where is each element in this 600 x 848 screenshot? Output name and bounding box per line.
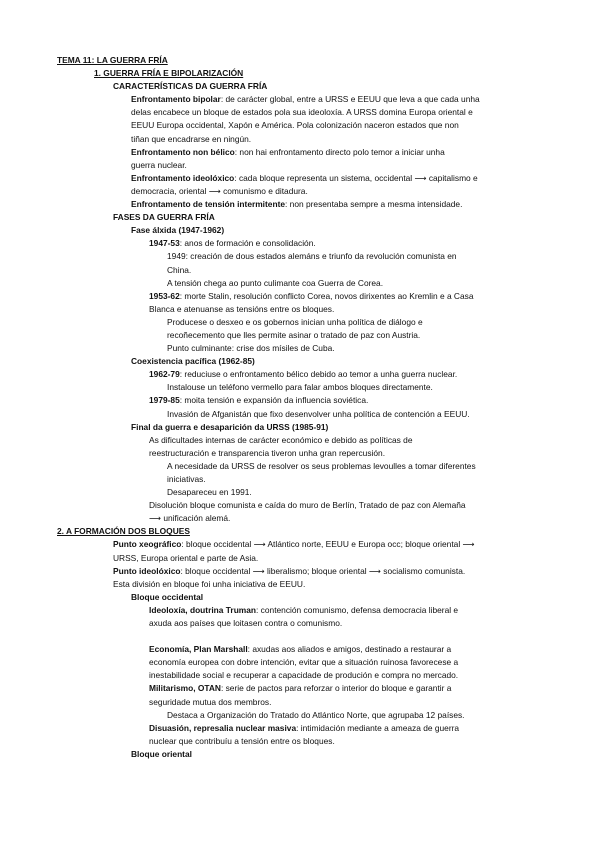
nonbelico-line: guerra nuclear. — [131, 159, 187, 170]
bipolar-line: EEUU Europa occidental, Xapón e América. Pola colonización naceron estados que non — [131, 120, 459, 131]
note-1949: 1949: creación de dous estados alemáns e triunfo da revolución comunista en — [167, 251, 457, 262]
truman-line: axuda aos países que loitasen contra o comunismo. — [149, 618, 343, 629]
bipolar-line: tiñan que encadrarse en ningún. — [131, 133, 252, 144]
nonbelico-paragraph: Enfrontamento non bélico: non hai enfrontamento directo polo temor a iniciar unha — [131, 146, 445, 157]
note-necesidade-cont: iniciativas. — [167, 474, 206, 484]
ideoloxico2-line: Esta división en bloque foi unha iniciativa de EEUU. — [113, 578, 306, 589]
disolucion-line: Disolución bloque comunista e caída do muro de Berlín, Tratado de paz con Alemaña — [149, 500, 466, 511]
period-1947-53: 1947-53: anos de formación e consolidación. — [149, 238, 316, 249]
ideoloxico-term: Enfrontamento ideolóxico — [131, 172, 235, 183]
ideoloxico2-paragraph: Punto ideolóxico: bloque occidental ⟶ liberalismo; bloque oriental ⟶ socialismo comunista. — [113, 565, 466, 576]
period-1979-85: 1979-85: moita tensión e expansión da influencia soviética. — [149, 395, 369, 406]
note-cuba: Punto culminante: crise dos mísiles de Cuba. — [167, 343, 335, 354]
xeografico-line: URSS, Europa oriental e parte de Asia. — [113, 552, 259, 563]
note-1949-cont: China. — [167, 264, 192, 275]
phases-heading: FASES DA GUERRA FRÍA — [113, 212, 215, 223]
note-desxeo-cont: recoñecemento que lles permite asinar o tratado de paz con Austria. — [167, 329, 421, 340]
ideoloxico-line: democracia, oriental ⟶ comunismo e ditadura. — [131, 185, 308, 196]
western-bloc-heading: Bloque occidental — [131, 591, 204, 602]
tension-paragraph: Enfrontamento de tensión intermitente: non presentaba sempre a mesma intensidade. — [131, 199, 463, 210]
note-desapareceu: Desapareceu en 1991. — [167, 487, 252, 498]
phase-3-heading: Final da guerra e desaparición da URSS (1985-91) — [131, 421, 329, 432]
truman-paragraph: Ideoloxía, doutrina Truman: contención comunismo, defensa democracia liberal e — [149, 604, 459, 615]
disolucion-line: ⟶ unificación alemá. — [149, 513, 231, 524]
final-line: As dificultades internas de carácter económico e debido as políticas de — [149, 434, 413, 445]
note-tension-peak: A tensión chega ao punto culimante coa Guerra de Corea. — [167, 277, 384, 288]
section-2-heading: 2. A FORMACIÓN DOS BLOQUES — [57, 526, 190, 537]
ideoloxico-paragraph: Enfrontamento ideolóxico: cada bloque representa un sistema, occidental ⟶ capitalismo e — [131, 172, 478, 183]
otan-paragraph: Militarismo, OTAN: serie de pactos para reforzar o interior do bloque e garantir a — [149, 683, 452, 694]
nonbelico-term: Enfrontamento non bélico — [131, 146, 235, 157]
marshall-line: economía europea con dobre intención, evitar que a situación ruinosa favorecese a — [149, 657, 459, 668]
tension-term: Enfrontamento de tensión intermitente — [131, 199, 286, 210]
xeografico-paragraph: Punto xeográfico: bloque occidental ⟶ Atlántico norte, EEUU e Europa occ; bloque oriental ⟶ — [113, 539, 475, 550]
note-afganistan: Invasión de Afganistán que fixo desenvolver unha política de contención a EEUU. — [167, 408, 470, 419]
bipolar-paragraph: Enfrontamento bipolar: de carácter global, entre a URSS e EEUU que leva a que cada unha — [131, 94, 480, 105]
note-otan: Destaca a Organización do Tratado do Atlántico Norte, que agrupaba 12 países. — [167, 709, 465, 720]
period-1953-62: 1953-62: morte Stalin, resolución conflicto Corea, novos dirixentes ao Kremlin e a Casa — [149, 290, 474, 301]
final-line: reestructuración e transparencia tiveron unha gran repercusión. — [149, 447, 386, 458]
period-1962-79: 1962-79: reduciuse o enfrontamento bélico debido ao temor a unha guerra nuclear. — [149, 369, 458, 380]
characteristics-heading: CARACTERÍSTICAS DA GUERRA FRÍA — [113, 81, 268, 92]
disuasion-paragraph: Disuasión, represalia nuclear masiva: intimidación mediante a ameaza de guerra — [149, 722, 460, 733]
section-1-heading: 1. GUERRA FRÍA E BIPOLARIZACIÓN — [94, 68, 244, 79]
bipolar-line: delas encabece un bloque de estados pola sua ideoloxía. A URSS domina Europa oriental e — [131, 107, 473, 118]
document-title: TEMA 11: LA GUERRA FRÍA — [57, 55, 168, 65]
marshall-paragraph: Economía, Plan Marshall: axudas aos aliados e amigos, destinado a restaurar a — [149, 644, 452, 655]
phase-1-heading: Fase álxida (1947-1962) — [131, 225, 225, 236]
disuasion-line: nuclear que contribuíu a tensión entre os bloques. — [149, 735, 335, 746]
otan-line: seguridade mutua dos membros. — [149, 696, 272, 707]
phase-2-heading: Coexistencia pacífica (1962-85) — [131, 356, 255, 367]
blank-line — [0, 630, 600, 643]
marshall-line: inestabilidade social e recuperar a capacidade de produción e compra no mercado. — [149, 670, 459, 681]
note-telefono: Instalouse un teléfono vermello para falar ambos bloques directamente. — [167, 382, 433, 393]
bipolar-term: Enfrontamento bipolar — [131, 94, 221, 105]
note-necesidade: A necesidade da URSS de resolver os seus problemas levoulles a tomar diferentes — [167, 460, 476, 471]
eastern-bloc-heading: Bloque oriental — [131, 748, 192, 759]
note-desxeo: Producese o desxeo e os gobernos inician unha política de diálogo e — [167, 316, 423, 327]
period-1953-62-cont: Blanca e atenuanse as tensións entre os bloques. — [149, 303, 335, 314]
